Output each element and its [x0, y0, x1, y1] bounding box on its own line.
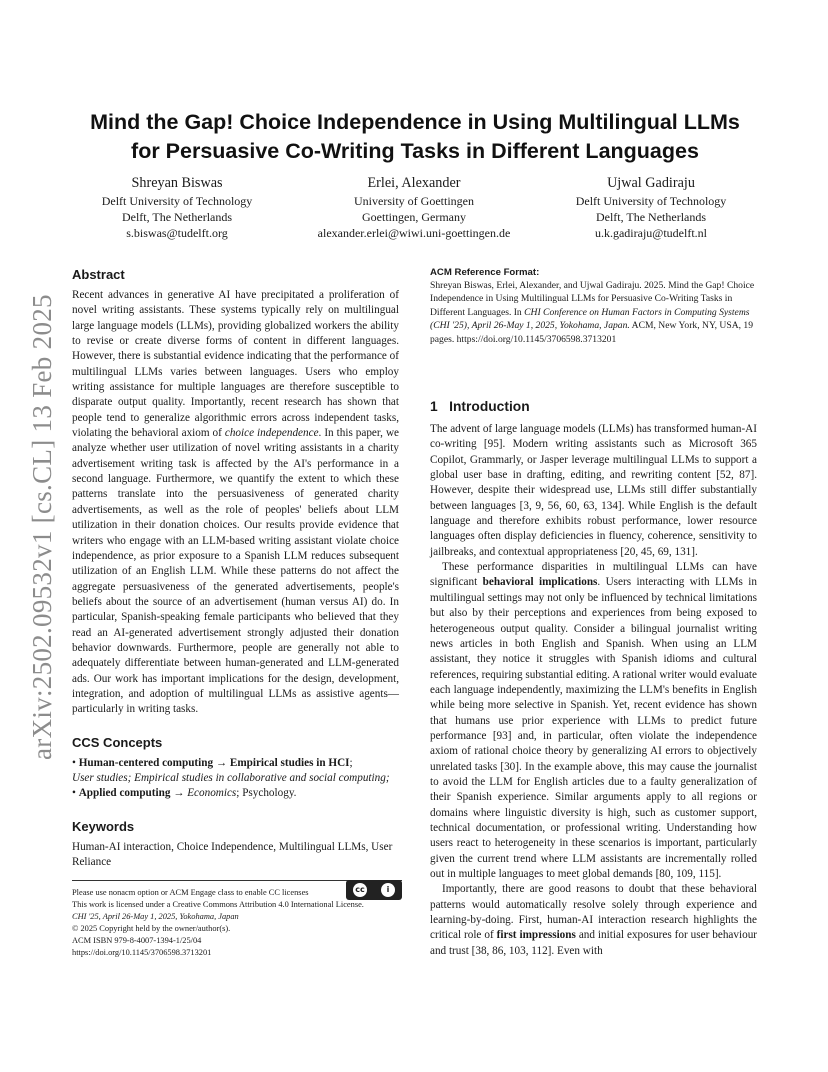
- acm-ref-part: ACM, New York, NY, USA, 19 pages. https://doi.org/10.1145/3706598.3713201: [430, 320, 754, 345]
- author-location: Goettingen, Germany: [362, 210, 466, 225]
- introduction-section: [430, 398, 757, 959]
- doi-link[interactable]: https://doi.org/10.1145/3706598.3713201: [72, 948, 212, 958]
- ccs-section: [72, 734, 399, 802]
- right-column: [430, 266, 757, 959]
- paper-title: [60, 108, 770, 166]
- abstract-text: [72, 288, 399, 718]
- abstract-part-2: . In this paper, we analyze whether user utilization of novel writing assistants in a charity advertisement writing task is affected by the AI's performance in a second language. Furthermore, we quantify the extent to which these patterns translate into the persuasiveness of generated charity advertisements, as well as the role of peoples' beliefs about LLM utilization in their donation choices. Our results provide evidence that writers who engage with an LLM-based writing assistant violate choice independence, as prior exposure to a Spanish LLM reduces subsequent utilization of an English LLM. While these patterns do not affect the aggregate persuasiveness of the generated advertisements, people's beliefs about the source of an advertisement (human versus AI) do. In particular, Spanish-speaking female participants who believed that they read an AI-generated advertisement strongly adjusted their donation behavior downwards. Furthermore, people are generally not able to adequately differentiate between human-generated and LLM-generated ads. Our work has important implications for the design, development, integration, and adoption of multilingual LLMs as assistive agents—particularly in writing tasks.: [72, 427, 399, 716]
- footnote-line: This work is licensed under a Creative Commons Attribution 4.0 International License.: [72, 900, 364, 910]
- ccs-term: Empirical studies in HCI: [229, 756, 350, 769]
- intro-paragraph: [430, 560, 757, 882]
- intro-text: These performance disparities in multilingual LLMs can have significant: [430, 561, 757, 589]
- ccs-term: Human-centered computing: [78, 756, 214, 769]
- attribution-icon: i: [381, 883, 395, 897]
- ccs-punct: ;: [349, 756, 353, 769]
- author-affiliation: Delft University of Technology: [575, 194, 727, 208]
- footnote-line: CHI '25, April 26-May 1, 2025, Yokohama, Japan: [72, 912, 239, 922]
- author-name: Shreyan Biswas: [131, 175, 223, 191]
- intro-bold: first impressions: [496, 929, 576, 942]
- intro-paragraph: [430, 882, 757, 959]
- footnote-line: © 2025 Copyright held by the owner/author(s).: [72, 924, 231, 934]
- keywords-heading: Keywords: [72, 818, 135, 834]
- keywords-section: [72, 818, 399, 871]
- acm-ref-heading: ACM Reference Format:: [430, 267, 540, 278]
- ccs-punct: ; Psychology.: [236, 787, 297, 800]
- ccs-subterms: User studies; Empirical studies in collaborative and social computing;: [72, 771, 390, 784]
- author-name: Erlei, Alexander: [367, 175, 461, 191]
- author-affiliation: University of Goettingen: [354, 194, 474, 208]
- intro-text: Importantly, there are good reasons to doubt that these behavioral patterns would automatically resolve solely through experience and learning-by-doing. First, human-AI interaction research highlights the critical role of: [430, 883, 757, 942]
- ccs-heading: CCS Concepts: [72, 734, 163, 750]
- abstract-part-1: Recent advances in generative AI have precipitated a proliferation of novel writing assistants. These systems typically rely on multilingual large language models (LLMs), providing globalized workers the ability to revise or create diverse forms of content in different languages. However, there is substantial evidence indicating that the performance of multilingual LLMs varies between languages. Users who employ writing assistance for multiple languages are therefore susceptible to disparate output quality. Importantly, recent research has shown that people tend to generalize algorithmic errors across independent tasks, violating the behavioral axiom of: [72, 289, 399, 440]
- intro-text: and initial exposures for user behaviour and trust [38, 86, 103, 112]. Even with: [430, 929, 758, 957]
- left-column: [72, 266, 399, 870]
- abstract-heading: Abstract: [72, 267, 125, 282]
- ccs-subterm: Economics: [187, 787, 237, 800]
- footnote-line: ACM ISBN 979-8-4007-1394-1/25/04: [72, 936, 202, 946]
- cc-license-badge[interactable]: [346, 880, 402, 900]
- copyright-footnote: [72, 880, 402, 960]
- intro-paragraph: The advent of large language models (LLMs) has transformed human-AI co-writing [95]. Modern writing assistants such as Microsoft 365 Copilot, Grammarly, or Jasper leverage multilingual LLMs to support a global user base in drafting, editing, and rewriting content [52, 87]. However, despite their widespread use, LLMs still differ substantially between languages [3, 9, 56, 60, 63, 134]. While English is the default language and therefore exhibits robust performance, lower resource languages often display deficiencies in fluency, coherence, sensitivity to jailbreaks, and contextual appropriateness [20, 45, 69, 131].: [430, 423, 757, 558]
- author-block: [72, 174, 756, 242]
- arxiv-watermark: arXiv:2502.09532v1 [cs.CL] 13 Feb 2025: [27, 294, 57, 760]
- arrow-icon: →: [215, 756, 228, 769]
- abstract-emphasis: choice independence: [224, 427, 319, 440]
- author-3: [546, 174, 756, 242]
- intro-heading: 1 Introduction: [430, 399, 530, 415]
- author-2: [309, 174, 519, 242]
- ccs-text: • Human-centered computing → Empirical studies in HCI; User studies; Empirical studies in collaborative and social computing; • Applied computing → Economics; Psychology.: [72, 756, 390, 800]
- acm-ref-text: [430, 279, 757, 346]
- footnote-line: Please use nonacm option or ACM Engage class to enable CC licenses: [72, 888, 309, 897]
- title-line-2: for Persuasive Co-Writing Tasks in Different Languages: [131, 139, 699, 163]
- author-1: [72, 174, 282, 242]
- intro-text: . Users interacting with LLMs in multilingual settings may not only be influenced by technical limitations but also by their perceptions and experiences from being exposed to heterogeneous output quality. Consider a bilingual journalist writing news articles in both English and Spanish. When using an LLM assistant, they notice it struggles with Spanish idioms and cultural references, requiring substantial editing. A rational writer would evaluate each language independently, maximizing the LLM's benefits in English while being more selective in Spanish. Yet, recent evidence has shown that humans use prior experience with LLMs to predict future performance [93] and, in particular, often violate the independence axiom of rational choice theory by generalizing AI errors to objectively unrelated tasks [30]. In the example above, this may cause the journalist to avoid the LLM for English articles due to a faulty generalization of their Spanish experience. Similar arguments apply to all regions or domains where linguistic diversity is high, such as customer support, technical documentation, or professional writing. Understanding how users react to heterogeneity in these scenarios is important, particularly given the current trend where LLM assistants are incrementally rolled out in multiple languages to meet global demands [80, 109, 115].: [430, 576, 757, 880]
- author-affiliation: Delft University of Technology: [101, 194, 253, 208]
- author-name: Ujwal Gadiraju: [607, 175, 695, 191]
- acm-ref-venue: CHI Conference on Human Factors in Computing Systems (CHI '25), April 26-May 1, 2025, Yokohama, Japan.: [430, 306, 750, 332]
- author-location: Delft, The Netherlands: [595, 210, 707, 225]
- acm-ref-part: Shreyan Biswas, Erlei, Alexander, and Ujwal Gadiraju. 2025. Mind the Gap! Choice Independence in Using Multilingual LLMs for Persuasive Co-Writing Tasks in Different Languages. In: [430, 280, 755, 318]
- author-email[interactable]: s.biswas@tudelft.org: [126, 226, 228, 241]
- intro-bold: behavioral implications: [482, 576, 598, 589]
- author-location: Delft, The Netherlands: [121, 210, 233, 225]
- keywords-text: Human-AI interaction, Choice Independence, Multilingual LLMs, User Reliance: [72, 840, 393, 868]
- title-line-1: Mind the Gap! Choice Independence in Using Multilingual LLMs: [90, 110, 740, 134]
- ccs-term: Applied computing: [78, 787, 171, 800]
- cc-icon: cc: [353, 883, 367, 897]
- arrow-icon: →: [173, 787, 185, 800]
- author-email[interactable]: alexander.erlei@wiwi.uni-goettingen.de: [317, 226, 511, 241]
- author-email[interactable]: u.k.gadiraju@tudelft.nl: [594, 226, 708, 241]
